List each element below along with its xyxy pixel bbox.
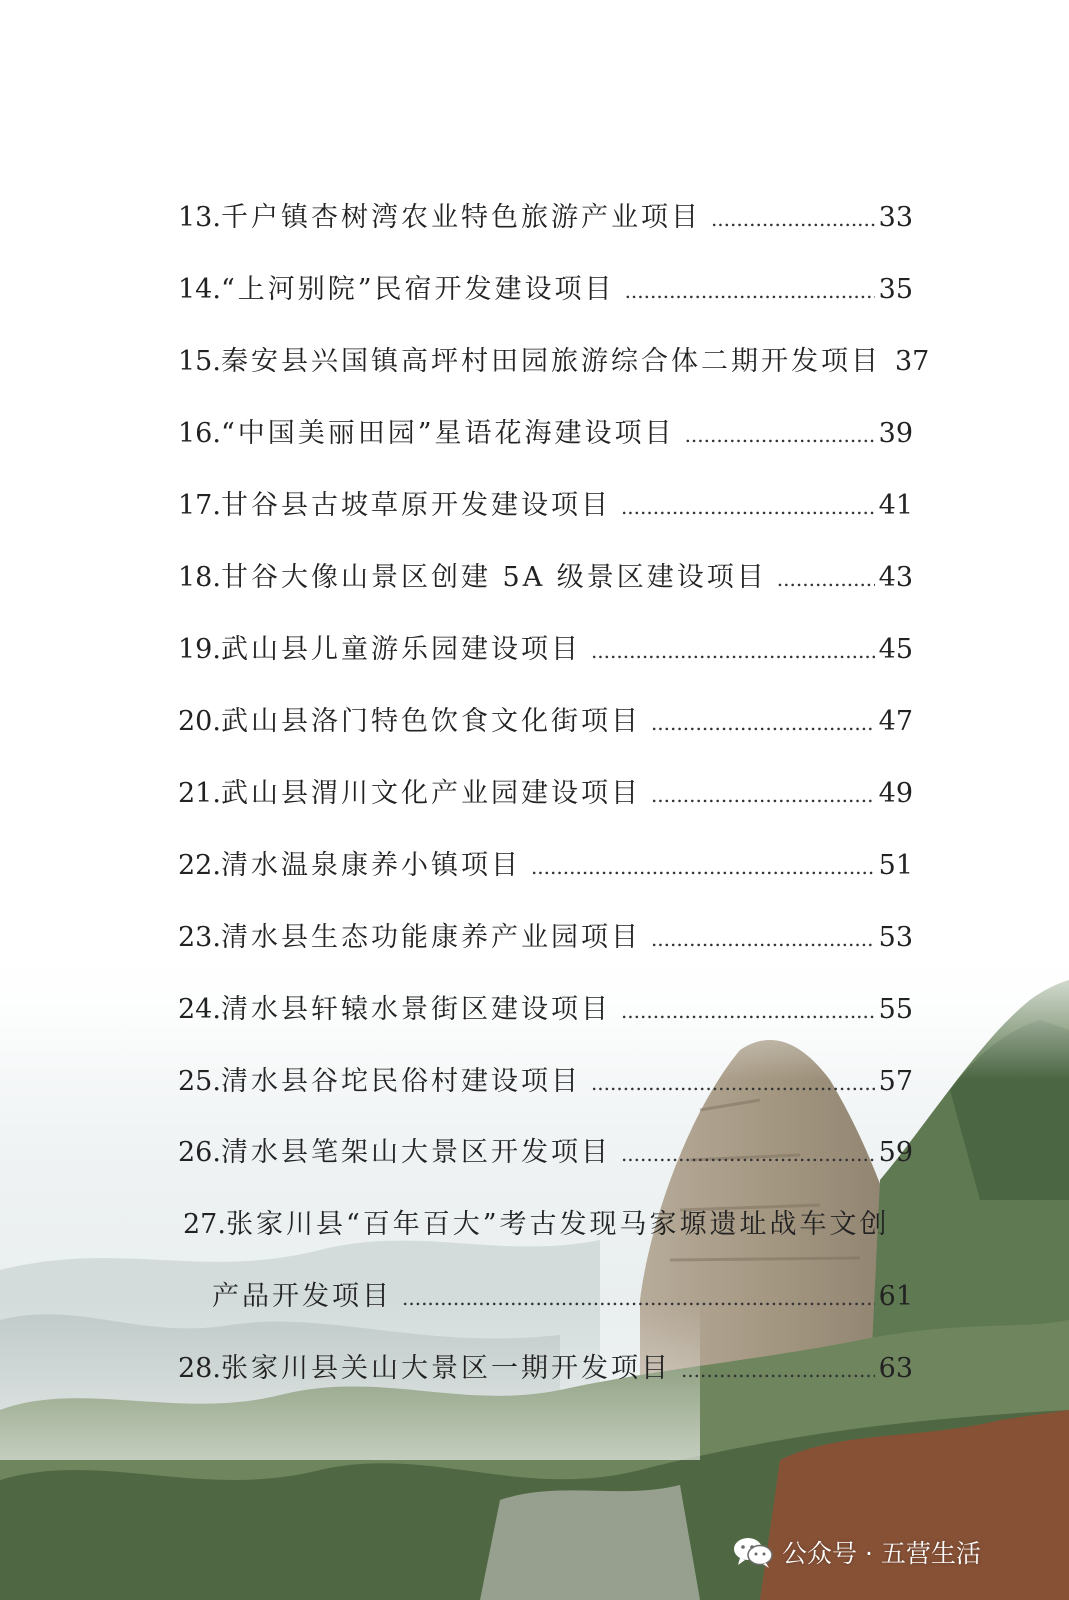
toc-entry-continuation	[212, 1277, 913, 1317]
toc-entry-title: 甘谷县古坡草原开发建设项目	[220, 490, 611, 521]
toc-entry-number: 15.	[178, 346, 221, 377]
toc-entry-page: 57	[878, 1066, 913, 1097]
toc-entry	[178, 342, 930, 382]
toc-entry	[178, 630, 913, 670]
toc-entry	[178, 198, 913, 238]
toc-entry-number: 25.	[178, 1066, 221, 1097]
toc-entry-title: 清水县笔架山大景区开发项目	[220, 1137, 611, 1168]
toc-entry-title: “上河别院”民宿开发建设项目	[220, 274, 615, 305]
toc-entry-title: 张家川县关山大景区一期开发项目	[220, 1353, 671, 1384]
toc-entry	[178, 1062, 913, 1102]
toc-leader-dots	[402, 1278, 875, 1318]
toc-entry-page: 45	[878, 634, 913, 665]
toc-entry-title: 清水县轩辕水景街区建设项目	[220, 994, 611, 1025]
toc-entry-number: 18.	[178, 562, 221, 593]
toc-entry-number: 16.	[178, 418, 221, 449]
toc-entry-title: 甘谷大像山景区创建 5A 级景区建设项目	[220, 562, 767, 593]
toc-entry-number: 20.	[178, 706, 221, 737]
toc-entry	[178, 558, 913, 598]
toc-entry-title: 清水县谷坨民俗村建设项目	[220, 1066, 581, 1097]
toc-entry	[178, 918, 913, 958]
toc-entry-page: 51	[878, 850, 913, 881]
toc-leader-dots	[685, 415, 875, 455]
toc-entry	[178, 270, 913, 310]
toc-leader-dots	[621, 1134, 875, 1174]
toc-entry-number: 13.	[178, 202, 221, 233]
toc-entry-page: 49	[878, 778, 913, 809]
toc-leader-dots	[651, 703, 875, 743]
toc-leader-dots	[711, 199, 875, 239]
toc-entry	[178, 702, 913, 742]
toc-entry-title-line2: 产品开发项目	[212, 1281, 392, 1312]
toc-entry	[178, 774, 913, 814]
toc-entry	[178, 1349, 913, 1389]
toc-entry	[178, 1133, 913, 1173]
toc-leader-dots	[591, 631, 875, 671]
toc-entry-page: 53	[878, 922, 913, 953]
wechat-watermark	[732, 1530, 981, 1574]
toc-entry-number: 17.	[178, 490, 221, 521]
toc-entry-page: 61	[878, 1281, 913, 1312]
toc-entry-number: 14.	[178, 274, 221, 305]
toc-entry-title: 清水县生态功能康养产业园项目	[220, 922, 641, 953]
toc-entry-title: 武山县儿童游乐园建设项目	[220, 634, 581, 665]
toc-entry-number: 22.	[178, 850, 221, 881]
toc-entry-title-line1: 张家川县“百年百大”考古发现马家塬遗址战车文创	[225, 1209, 890, 1240]
toc-entry-title: 千户镇杏树湾农业特色旅游产业项目	[220, 202, 701, 233]
toc-entry-page: 37	[894, 346, 930, 377]
toc-leader-dots	[777, 559, 875, 599]
toc-entry-number: 26.	[178, 1137, 221, 1168]
wechat-icon	[732, 1535, 774, 1569]
toc-entry-number: 28.	[178, 1353, 221, 1384]
watermark-text: 公众号 · 五营生活	[782, 1539, 981, 1568]
toc-leader-dots	[625, 271, 875, 311]
toc-entry-number: 27.	[183, 1209, 226, 1240]
toc-entry-page: 35	[878, 274, 913, 305]
toc-entry-number: 21.	[178, 778, 221, 809]
toc-entry	[178, 486, 913, 526]
toc-leader-dots	[621, 487, 875, 527]
toc-entry	[178, 414, 913, 454]
toc-entry-number: 23.	[178, 922, 221, 953]
toc-leader-dots	[591, 1063, 875, 1103]
toc-entry	[178, 846, 913, 886]
toc-entry-page: 33	[878, 202, 913, 233]
toc-entry-page: 55	[878, 994, 913, 1025]
toc-leader-dots	[621, 991, 875, 1031]
toc-entry-title: 武山县渭川文化产业园建设项目	[220, 778, 641, 809]
toc-entry-title: 清水温泉康养小镇项目	[220, 850, 521, 881]
toc-entry-title: 武山县洛门特色饮食文化街项目	[220, 706, 641, 737]
toc-entry-page: 39	[878, 418, 913, 449]
toc-leader-dots	[651, 775, 875, 815]
toc-entry-title: 秦安县兴国镇高坪村田园旅游综合体二期开发项目	[220, 346, 881, 377]
toc-entry	[178, 990, 913, 1030]
toc-leader-dots	[531, 847, 875, 887]
toc-leader-dots	[651, 919, 875, 959]
toc-entry-number: 24.	[178, 994, 221, 1025]
toc-entry-number: 19.	[178, 634, 221, 665]
toc-leader-dots	[681, 1350, 875, 1390]
toc-entry-page: 59	[878, 1137, 913, 1168]
toc-entry-page: 47	[878, 706, 913, 737]
toc-entry-multiline	[183, 1205, 918, 1245]
toc-entry-title: “中国美丽田园”星语花海建设项目	[220, 418, 675, 449]
toc-entry-page: 63	[878, 1353, 913, 1384]
toc-entry-page: 41	[878, 490, 913, 521]
toc-entry-page: 43	[878, 562, 913, 593]
